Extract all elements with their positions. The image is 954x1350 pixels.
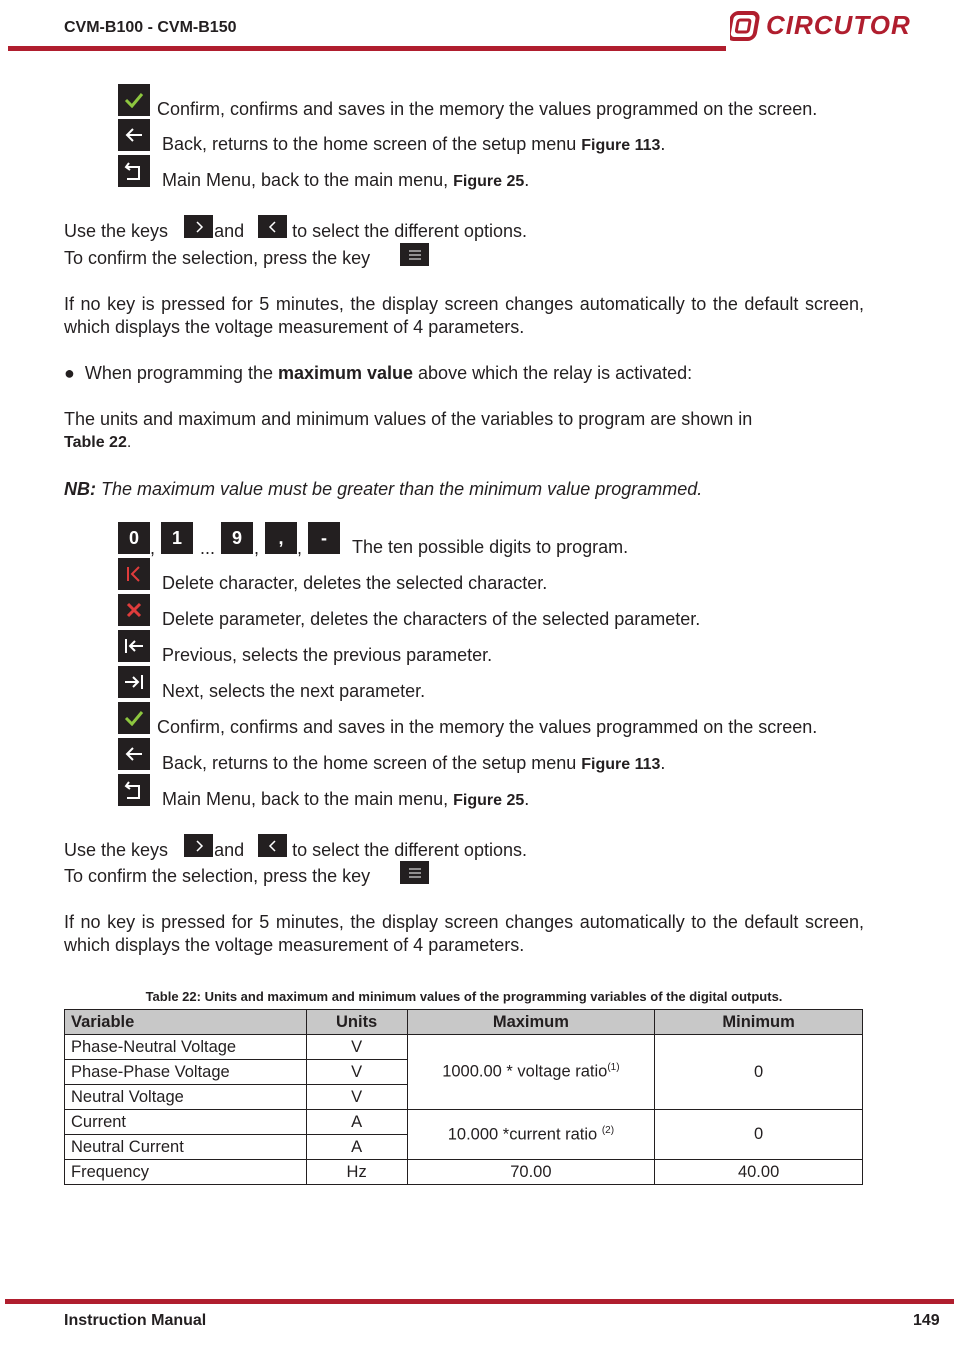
right-key-icon <box>184 215 213 238</box>
previous-key-icon <box>118 630 150 662</box>
use-keys-line: Use the keys and to select the different options. <box>64 221 527 241</box>
back-key-icon <box>118 738 150 770</box>
header-variable: Variable <box>65 1010 307 1035</box>
bullet-maximum-value: ● When programming the maximum value above which the relay is activated: <box>64 363 693 383</box>
cell-variable: Neutral Voltage <box>65 1085 307 1110</box>
brand-logo-text: CIRCUTOR <box>766 10 911 40</box>
nb-note: NB: The maximum value must be greater than the minimum value programmed. <box>64 479 703 499</box>
next-key-icon <box>118 666 150 698</box>
digit-9-key: 9 <box>221 522 253 554</box>
menu-key-icon <box>400 861 429 884</box>
cell-minimum: 40.00 <box>655 1160 863 1185</box>
previous-description: Previous, selects the previous parameter. <box>162 645 493 665</box>
cell-variable: Neutral Current <box>65 1135 307 1160</box>
cell-units: A <box>306 1110 407 1135</box>
ellipsis: ... <box>200 538 216 558</box>
confirm-description: Confirm, confirms and saves in the memory the values programmed on the screen. <box>157 99 818 119</box>
cell-variable: Current <box>65 1110 307 1135</box>
units-text: The units and maximum and minimum values of the variables to program are shown in <box>64 409 753 429</box>
page-number: 149 <box>913 1312 940 1329</box>
cell-units: Hz <box>306 1160 407 1185</box>
confirm-selection-line: To confirm the selection, press the key <box>64 866 371 886</box>
confirm-description: Confirm, confirms and saves in the memory the values programmed on the screen. <box>157 717 818 737</box>
cell-maximum: 70.00 <box>407 1160 655 1185</box>
comma-separator: , <box>254 538 260 558</box>
delete-character-description: Delete character, deletes the selected character. <box>162 573 548 593</box>
cell-variable: Phase-Neutral Voltage <box>65 1035 307 1060</box>
cell-units: V <box>306 1085 407 1110</box>
next-description: Next, selects the next parameter. <box>162 681 426 701</box>
left-key-icon <box>258 215 287 238</box>
cell-units: V <box>306 1035 407 1060</box>
delete-parameter-key-icon <box>118 594 150 626</box>
digit-0-key: 0 <box>118 522 150 554</box>
table-header-row <box>65 1010 863 1035</box>
confirm-selection-line: To confirm the selection, press the key <box>64 248 371 268</box>
header-rule <box>8 46 726 51</box>
digit-1-key: 1 <box>161 522 193 554</box>
no-key-paragraph: If no key is pressed for 5 minutes, the display screen changes automatically to the default screen, which displays the voltage measurement of 4 parameters. <box>64 912 864 955</box>
cell-variable: Frequency <box>65 1160 307 1185</box>
units-table-ref: Table 22. <box>64 434 132 451</box>
main-menu-description: Main Menu, back to the main menu, Figure 25. <box>162 170 530 190</box>
footer-rule <box>5 1299 954 1304</box>
use-keys-line: Use the keys and to select the different options. <box>64 840 527 860</box>
cell-variable: Phase-Phase Voltage <box>65 1060 307 1085</box>
minus-key: - <box>308 522 340 554</box>
footer-manual-title: Instruction Manual <box>64 1312 207 1329</box>
left-key-icon <box>258 834 287 857</box>
back-key-icon <box>118 119 150 151</box>
main-menu-description: Main Menu, back to the main menu, Figure 25. <box>162 789 530 809</box>
confirm-key-icon <box>118 84 150 116</box>
circutor-logo-icon <box>730 10 764 44</box>
cell-units: A <box>306 1135 407 1160</box>
units-table <box>64 1009 863 1185</box>
comma-key: , <box>265 522 297 554</box>
main-menu-key-icon <box>118 774 150 806</box>
comma-separator: , <box>297 538 303 558</box>
digits-description: The ten possible digits to program. <box>352 537 629 557</box>
table-row <box>65 1160 863 1185</box>
table-row <box>65 1110 863 1135</box>
header-minimum: Minimum <box>655 1010 863 1035</box>
main-menu-key-icon <box>118 155 150 187</box>
table-row <box>65 1035 863 1060</box>
cell-current-max: 10.000 *current ratio $^{(2)}$ <box>407 1110 655 1160</box>
confirm-key-icon <box>118 702 150 734</box>
back-description: Back, returns to the home screen of the setup menu Figure 113. <box>162 134 666 154</box>
cell-voltage-min: 0 <box>655 1035 863 1110</box>
delete-parameter-description: Delete parameter, deletes the characters of the selected parameter. <box>162 609 701 629</box>
comma-separator: , <box>150 538 156 558</box>
menu-key-icon <box>400 243 429 266</box>
cell-units: V <box>306 1060 407 1085</box>
header-title: CVM-B100 - CVM-B150 <box>64 19 237 36</box>
table-caption: Table 22: Units and maximum and minimum values of the programming variables of the digital outputs. <box>145 989 783 1004</box>
delete-character-key-icon <box>118 558 150 590</box>
header-units: Units <box>306 1010 407 1035</box>
header-maximum: Maximum <box>407 1010 655 1035</box>
cell-current-min: 0 <box>655 1110 863 1160</box>
no-key-paragraph: If no key is pressed for 5 minutes, the display screen changes automatically to the default screen, which displays the voltage measurement of 4 parameters. <box>64 294 864 337</box>
right-key-icon <box>184 834 213 857</box>
back-description: Back, returns to the home screen of the setup menu Figure 113. <box>162 753 666 773</box>
cell-voltage-max: 1000.00 * voltage ratio$^{(1)}$ <box>407 1035 655 1110</box>
